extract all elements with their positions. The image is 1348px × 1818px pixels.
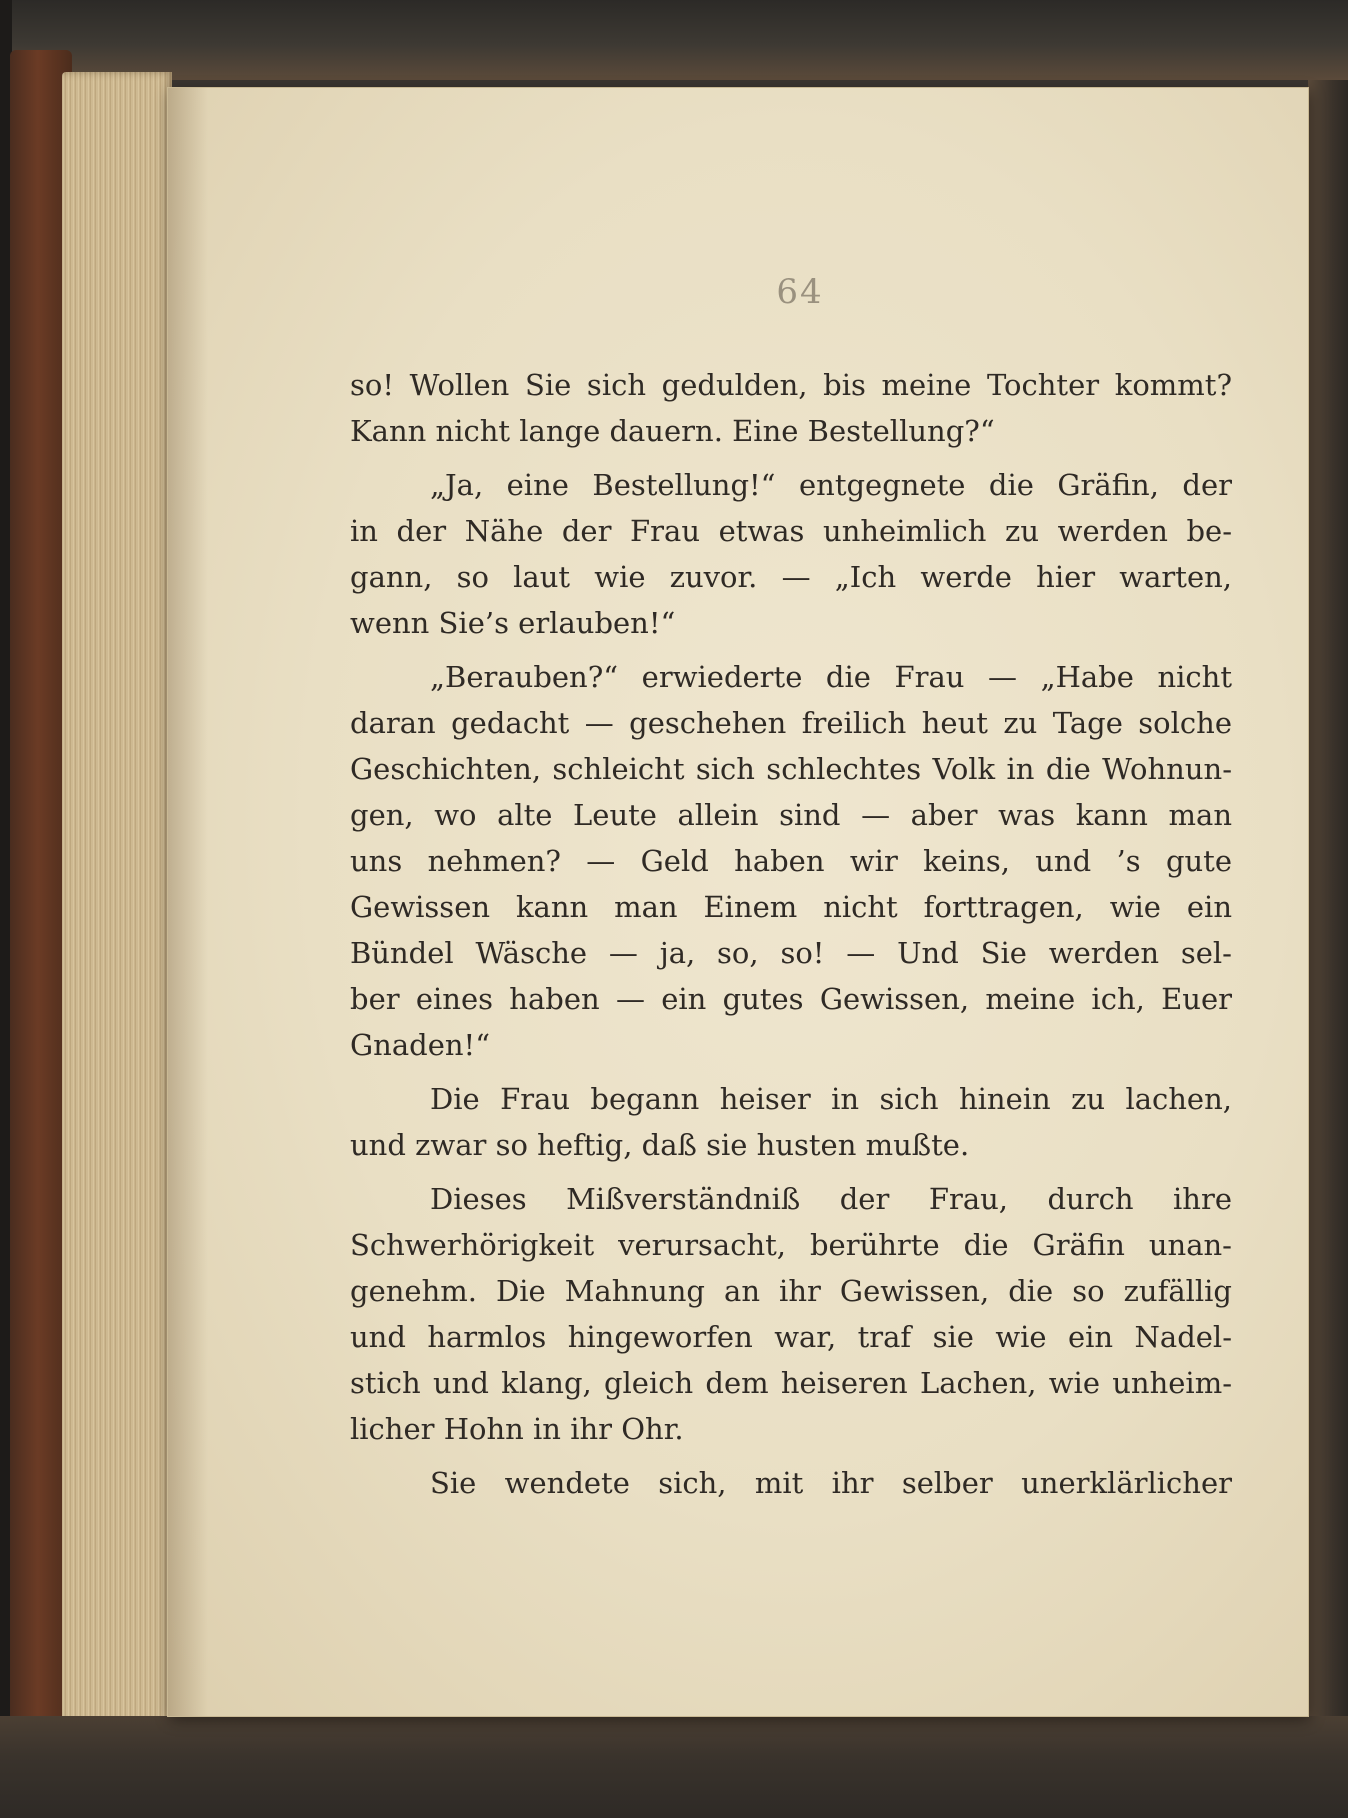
text-line: und harmlos hingeworfen war, traf sie wie ein Nadel- — [350, 1320, 1232, 1354]
text-line: „Ja, eine Bestellung!“ entgegnete die Gräfin, der — [430, 468, 1232, 502]
page-number: 64 — [776, 272, 824, 312]
text-line: gen, wo alte Leute allein sind — aber was kann man — [350, 798, 1232, 832]
text-line: stich und klang, gleich dem heiseren Lachen, wie unheim- — [350, 1366, 1232, 1400]
text-line: genehm. Die Mahnung an ihr Gewissen, die so zufällig — [350, 1274, 1232, 1308]
text-line: und zwar so heftig, daß sie husten mußte. — [350, 1128, 970, 1162]
text-line: ber eines haben — ein gutes Gewissen, meine ich, Euer — [350, 982, 1232, 1016]
book-cover-top — [0, 0, 1348, 80]
book-cover-right-edge — [1308, 80, 1348, 1780]
text-line: gann, so laut wie zuvor. — „Ich werde hier warten, — [350, 560, 1232, 594]
gutter-shadow — [168, 88, 208, 1716]
text-line: Gewissen kann man Einem nicht forttragen, wie ein — [350, 890, 1232, 924]
page-stack-edges — [62, 72, 172, 1772]
text-line: „Berauben?“ erwiederte die Frau — „Habe nicht — [430, 660, 1232, 694]
text-line: in der Nähe der Frau etwas unheimlich zu werden be- — [350, 514, 1232, 548]
text-line: Bündel Wäsche — ja, so, so! — Und Sie werden sel- — [350, 936, 1232, 970]
text-line: Geschichten, schleicht sich schlechtes Volk in die Wohnun- — [350, 752, 1232, 786]
text-line: Sie wendete sich, mit ihr selber unerklärlicher — [430, 1466, 1232, 1500]
text-line: wenn Sie’s erlauben!“ — [350, 606, 676, 640]
text-line: Kann nicht lange dauern. Eine Bestellung?“ — [350, 414, 995, 448]
text-line: Gnaden!“ — [350, 1028, 491, 1062]
text-line: daran gedacht — geschehen freilich heut zu Tage solche — [350, 706, 1232, 740]
text-line: Schwerhörigkeit verursacht, berührte die Gräfin unan- — [350, 1228, 1232, 1262]
book-cover-bottom — [0, 1716, 1348, 1818]
text-line: Dieses Mißverständniß der Frau, durch ihre — [430, 1182, 1232, 1216]
text-line: uns nehmen? — Geld haben wir keins, und ’s gute — [350, 844, 1232, 878]
text-line: Die Frau begann heiser in sich hinein zu lachen, — [430, 1082, 1232, 1116]
body-text — [350, 362, 1232, 1506]
text-line: licher Hohn in ihr Ohr. — [350, 1412, 684, 1446]
text-line: so! Wollen Sie sich gedulden, bis meine Tochter kommt? — [350, 368, 1232, 402]
